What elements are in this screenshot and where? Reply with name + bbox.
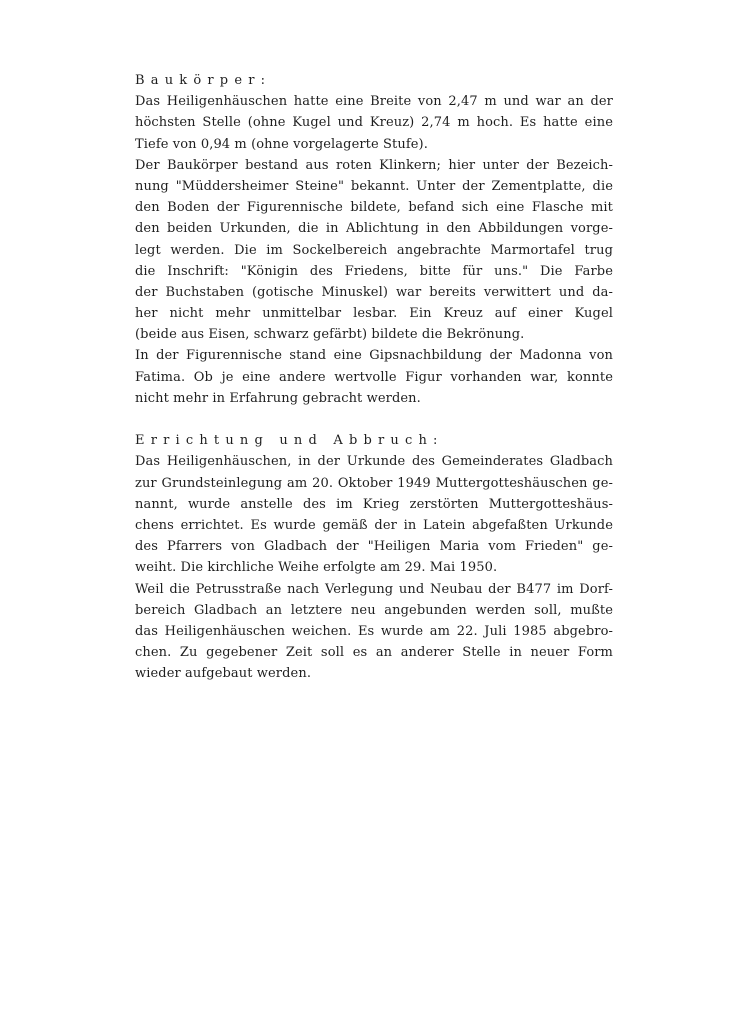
text-line: Tiefe von 0,94 m (ohne vorgelagerte Stufe). [135,136,428,152]
section-heading-errichtung: Errichtung und Abbruch: [135,433,444,449]
text-line: das Heiligenhäuschen weichen. Es wurde am 22. Juli 1985 abgebro- [135,623,613,639]
text-line: Weil die Petrusstraße nach Verlegung und Neubau der B477 im Dorf- [135,581,613,597]
section-heading-baukoerper: Baukörper: [135,73,272,88]
text-line: chen. Zu gegebener Zeit soll es an anderer Stelle in neuer Form [135,645,613,661]
text-line: zur Grundsteinlegung am 20. Oktober 1949 Muttergotteshäuschen ge- [135,475,613,491]
text-line: der Buchstaben (gotische Minuskel) war bereits verwittert und da- [135,284,613,300]
text-line: Das Heiligenhäuschen hatte eine Breite von 2,47 m und war an der [135,94,613,110]
document-page [135,70,613,684]
text-line: wieder aufgebaut werden. [135,666,312,682]
text-line: die Inschrift: "Königin des Friedens, bitte für uns." Die Farbe [135,263,613,279]
text-line: höchsten Stelle (ohne Kugel und Kreuz) 2,74 m hoch. Es hatte eine [135,115,613,131]
text-line: (beide aus Eisen, schwarz gefärbt) bildete die Bekrönung. [135,327,525,343]
text-line: Fatima. Ob je eine andere wertvolle Figur vorhanden war, konnte [135,369,613,385]
text-line: des Pfarrers von Gladbach der "Heiligen Maria vom Frieden" ge- [135,539,613,555]
text-line: Der Baukörper bestand aus roten Klinkern; hier unter der Bezeich- [135,157,613,173]
text-line: den Boden der Figurennische bildete, befand sich eine Flasche mit [135,200,613,216]
text-line: chens errichtet. Es wurde gemäß der in Latein abgefaßten Urkunde [135,517,613,533]
text-line: nung "Müddersheimer Steine" bekannt. Unter der Zementplatte, die [135,178,613,194]
text-line: bereich Gladbach an letztere neu angebunden werden soll, mußte [135,602,613,618]
text-line: den beiden Urkunden, die in Ablichtung in den Abbildungen vorge- [135,221,613,237]
text-line: her nicht mehr unmittelbar lesbar. Ein Kreuz auf einer Kugel [135,306,613,322]
text-line: nannt, wurde anstelle des im Krieg zerstörten Muttergotteshäus- [135,496,613,512]
text-line: nicht mehr in Erfahrung gebracht werden. [135,390,421,406]
text-line: legt werden. Die im Sockelbereich angebrachte Marmortafel trug [135,242,613,258]
text-line: Das Heiligenhäuschen, in der Urkunde des Gemeinderates Gladbach [135,454,613,470]
text-line: weiht. Die kirchliche Weihe erfolgte am 29. Mai 1950. [135,560,498,576]
text-line: In der Figurennische stand eine Gipsnachbildung der Madonna von [135,348,613,364]
paragraph-gap [135,409,613,430]
